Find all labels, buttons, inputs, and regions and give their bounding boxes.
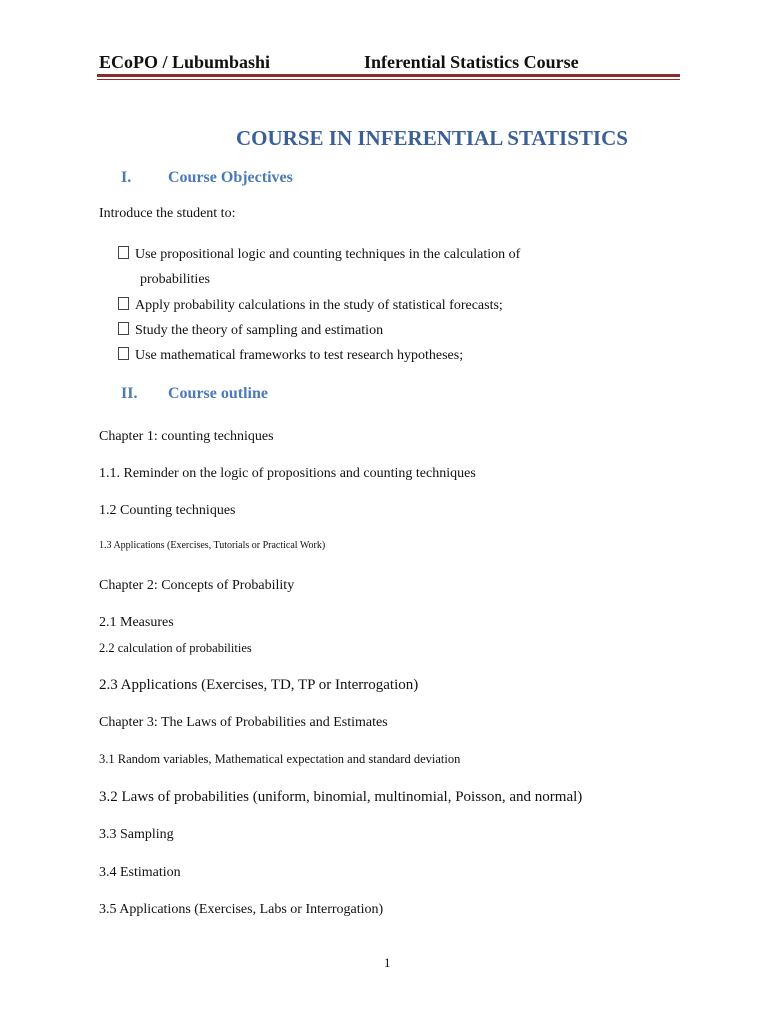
outline-item: 1.3 Applications (Exercises, Tutorials or Practical Work) (99, 540, 326, 551)
section-title-objectives: Course Objectives (168, 169, 293, 186)
header-rule-thick (97, 74, 680, 77)
section-number-1: I. (121, 169, 132, 186)
bullet-box-icon (118, 347, 129, 360)
outline-chapter-1: Chapter 1: counting techniques (99, 429, 274, 444)
outline-item: 2.3 Applications (Exercises, TD, TP or Interrogation) (99, 677, 419, 693)
outline-item: 2.2 calculation of probabilities (99, 641, 252, 655)
objectives-intro: Introduce the student to: (99, 206, 236, 221)
section-number-2: II. (121, 385, 138, 402)
page-number: 1 (384, 955, 391, 970)
outline-item: 3.5 Applications (Exercises, Labs or Interrogation) (99, 902, 384, 917)
page-title: COURSE IN INFERENTIAL STATISTICS (236, 126, 628, 150)
outline-item: 1.2 Counting techniques (99, 503, 236, 518)
outline-item: 3.4 Estimation (99, 865, 181, 880)
objective-item: Study the theory of sampling and estimation (118, 322, 383, 339)
outline-item: 3.3 Sampling (99, 827, 174, 842)
bullet-box-icon (118, 322, 129, 335)
bullet-box-icon (118, 246, 129, 259)
outline-item: 1.1. Reminder on the logic of propositions and counting techniques (99, 466, 476, 481)
objective-item: Apply probability calculations in the study of statistical forecasts; (118, 297, 503, 314)
bullet-box-icon (118, 297, 129, 310)
outline-chapter-3: Chapter 3: The Laws of Probabilities and Estimates (99, 715, 388, 730)
outline-chapter-2: Chapter 2: Concepts of Probability (99, 578, 295, 593)
header-course: Inferential Statistics Course (364, 52, 579, 72)
section-title-outline: Course outline (168, 385, 268, 402)
header-institution: ECoPO / Lubumbashi (99, 52, 271, 72)
outline-item: 2.1 Measures (99, 615, 174, 630)
objective-item: Use propositional logic and counting techniques in the calculation of (118, 246, 520, 263)
objective-item: Use mathematical frameworks to test research hypotheses; (118, 347, 463, 364)
outline-item: 3.2 Laws of probabilities (uniform, binomial, multinomial, Poisson, and normal) (99, 789, 583, 805)
objective-item-continuation: probabilities (140, 272, 210, 287)
outline-item: 3.1 Random variables, Mathematical expectation and standard deviation (99, 752, 461, 766)
header-rule-thin (97, 79, 680, 80)
